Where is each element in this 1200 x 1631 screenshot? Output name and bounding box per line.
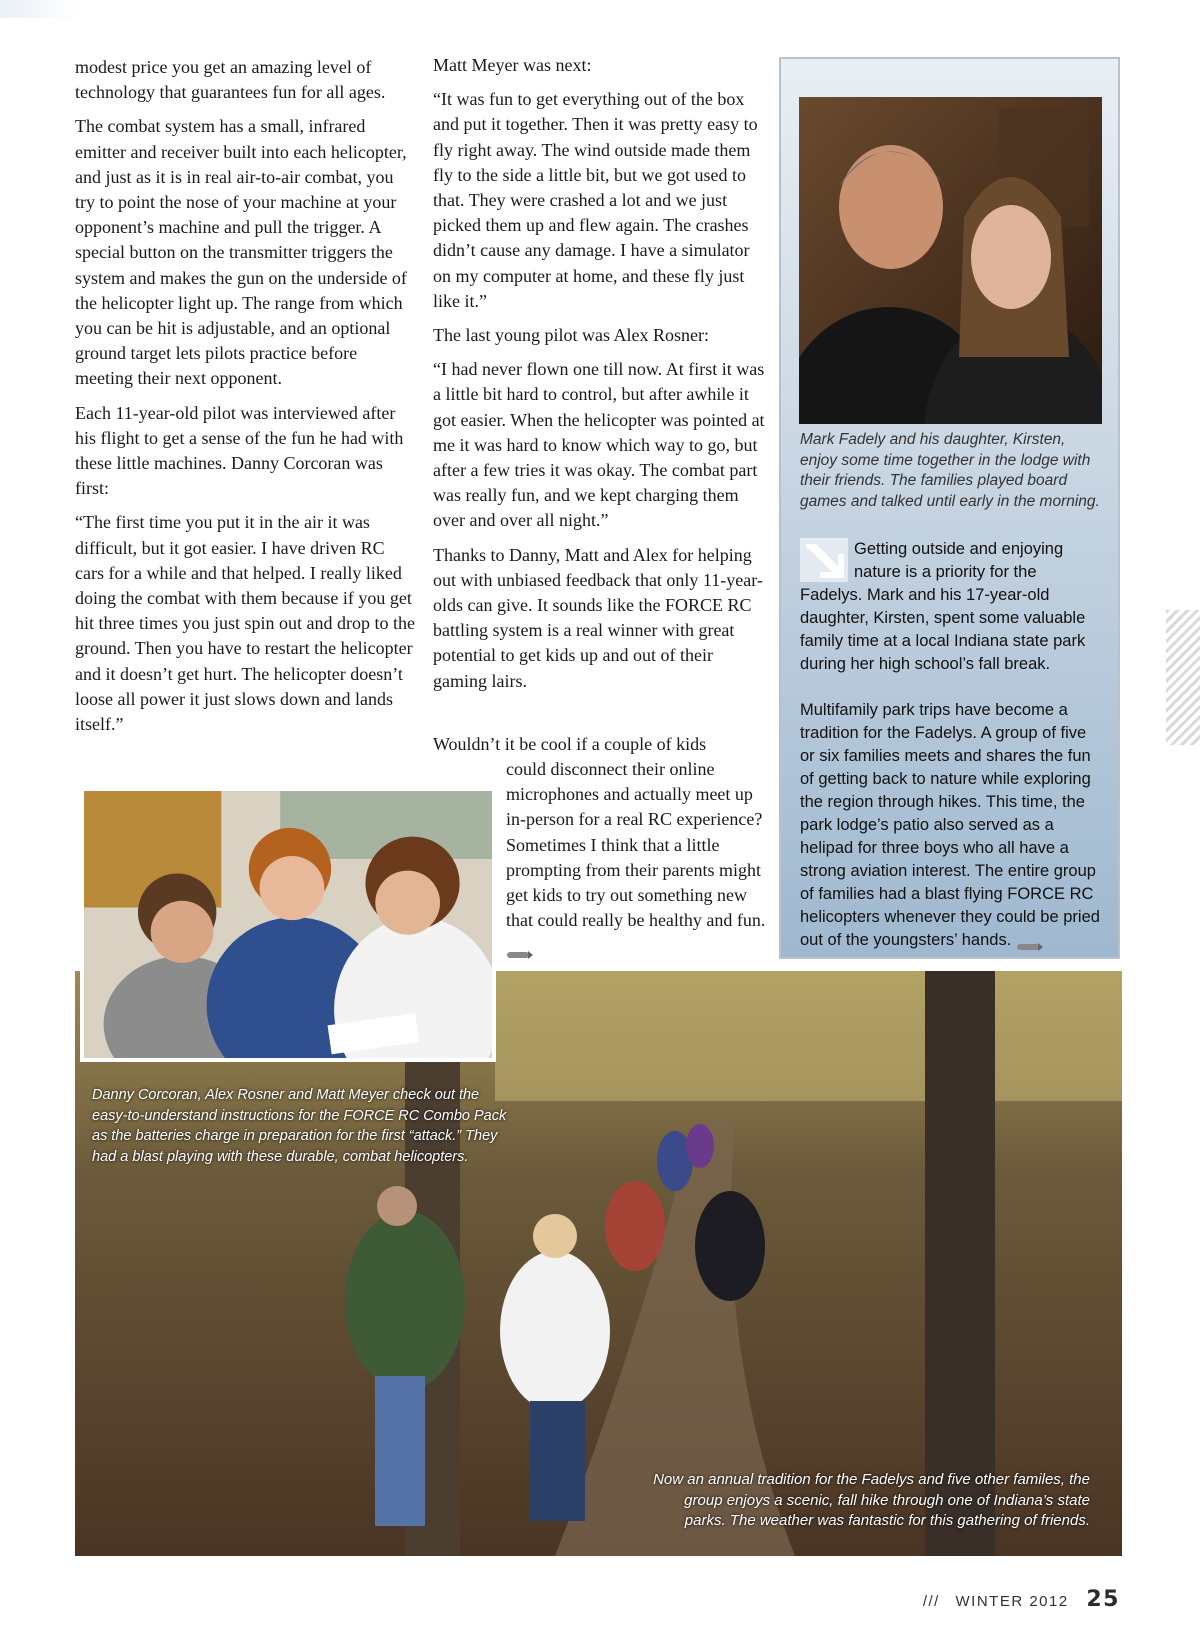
paragraph: modest price you get an amazing level of technology that guarantees fun for all ages. (75, 57, 386, 103)
end-mark-icon (1016, 936, 1044, 946)
page-footer (923, 1587, 1120, 1612)
paragraph: Each 11-year-old pilot was interviewed after his flight to get a sense of the fun he had with these little machines. Danny Corcoran was first: (75, 402, 404, 499)
paragraph: The combat system has a small, infrared emitter and receiver built into each helicopter, and just as it is in real air-to-air combat, you try to point the nose of your machine at your opponent’s machine and pull the trigger. A special button on the transmitter triggers the system and makes the gun on the underside of the helicopter light up. The range from which you can be hit is adjustable, and an optional ground target lets pilots practice before meeting their next opponent. (75, 116, 407, 389)
kids-instructions-photo (80, 787, 496, 1062)
paragraph: The last young pilot was Alex Rosner: (433, 325, 709, 346)
article-column-2 (433, 53, 768, 703)
sidebar-paragraph-text: Multifamily park trips have become a tradition for the Fadelys. A group of five or six families meets and shares the fun of getting back to nature while exploring the region through hikes. This time, the park lodge’s patio also served as a helipad for three boys who all have a strong aviation interest. The entire group of families had a blast flying FORCE RC helicopters whenever they could be pried out of the youngsters’ hands. (800, 701, 1100, 949)
paragraph: Matt Meyer was next: (433, 55, 592, 75)
paragraph-lead: Wouldn’t it be cool if a couple of kids (433, 734, 707, 754)
hike-photo-caption: Now an annual tradition for the Fadelys and five other familes, the group enjoys a scenic, fall hike through one of Indiana’s state parks. The weather was fantastic for this gathering of friends. (653, 1471, 1090, 1529)
paragraph-closing (506, 757, 768, 959)
end-mark-icon (506, 942, 534, 952)
page-number: 25 (1086, 1587, 1120, 1612)
paragraph: “The first time you put it in the air it was difficult, but it got easier. I have driven RC cars for a while and that helped. I really liked doing the combat with them because if you get hit three times you just spin out and drop to the ground. Then you have to restart the helicopter and it doesn’t get hurt. The helicopter doesn’t loose all power it just slows down and lands itself.” (75, 512, 415, 735)
kids-photo-caption: Danny Corcoran, Alex Rosner and Matt Meyer check out the easy-to-understand instructions for the FORCE RC Combo Pack as the batteries charge in preparation for the first “attack.” They had a blast playing with these durable, combat helicopters. (92, 1087, 507, 1165)
corner-tint (0, 0, 80, 18)
fadely-portrait-photo (799, 97, 1102, 424)
paragraph: “It was fun to get everything out of the box and put it together. Then it was pretty easy to fly right away. The wind outside made them fly to the side a little bit, but we got used to that. They were crashed a lot and we just picked them up and flew again. The crashes didn’t cause any damage. I have a simulator on my computer at home, and these fly just like it.” (433, 89, 758, 311)
sidebar-paragraph (800, 538, 1100, 676)
footer-slashes: /// (922, 1593, 940, 1610)
paragraph-text: could disconnect their online microphones and actually meet up in-person for a real RC experience? Sometimes I think that a little prompting from their parents might get kids to try out something new that could really be healthy and fun. (506, 759, 766, 931)
paragraph: Thanks to Danny, Matt and Alex for helping out with unbiased feedback that only 11-year-olds can give. It sounds like the FORCE RC battling system is a real winner with great potential to get kids up and out of their gaming lairs. (433, 544, 763, 691)
page-edge-tab (1166, 610, 1200, 745)
arrow-icon (800, 538, 848, 582)
sidebar-text (800, 538, 1100, 975)
fadely-photo-caption: Mark Fadely and his daughter, Kirsten, enjoy some time together in the lodge with their friends. The families played board games and talked until early in the morning. (800, 431, 1100, 510)
article-column-1 (75, 55, 415, 746)
sidebar-paragraph-text: Getting outside and enjoying nature is a priority for the Fadelys. Mark and his 17-year-old daughter, Kirsten, spent some valuable family time at a local Indiana state park during her high school’s fall break. (800, 540, 1086, 673)
paragraph: “I had never flown one till now. At first it was a little bit hard to control, but after awhile it got easier. When the helicopter was pointed at me it was hard to know which way to go, but after a few tries it was okay. The combat part was really fun, and we kept charging them over and over all night.” (433, 359, 765, 531)
sidebar-paragraph (800, 699, 1100, 952)
issue-label: WINTER 2012 (955, 1593, 1069, 1610)
